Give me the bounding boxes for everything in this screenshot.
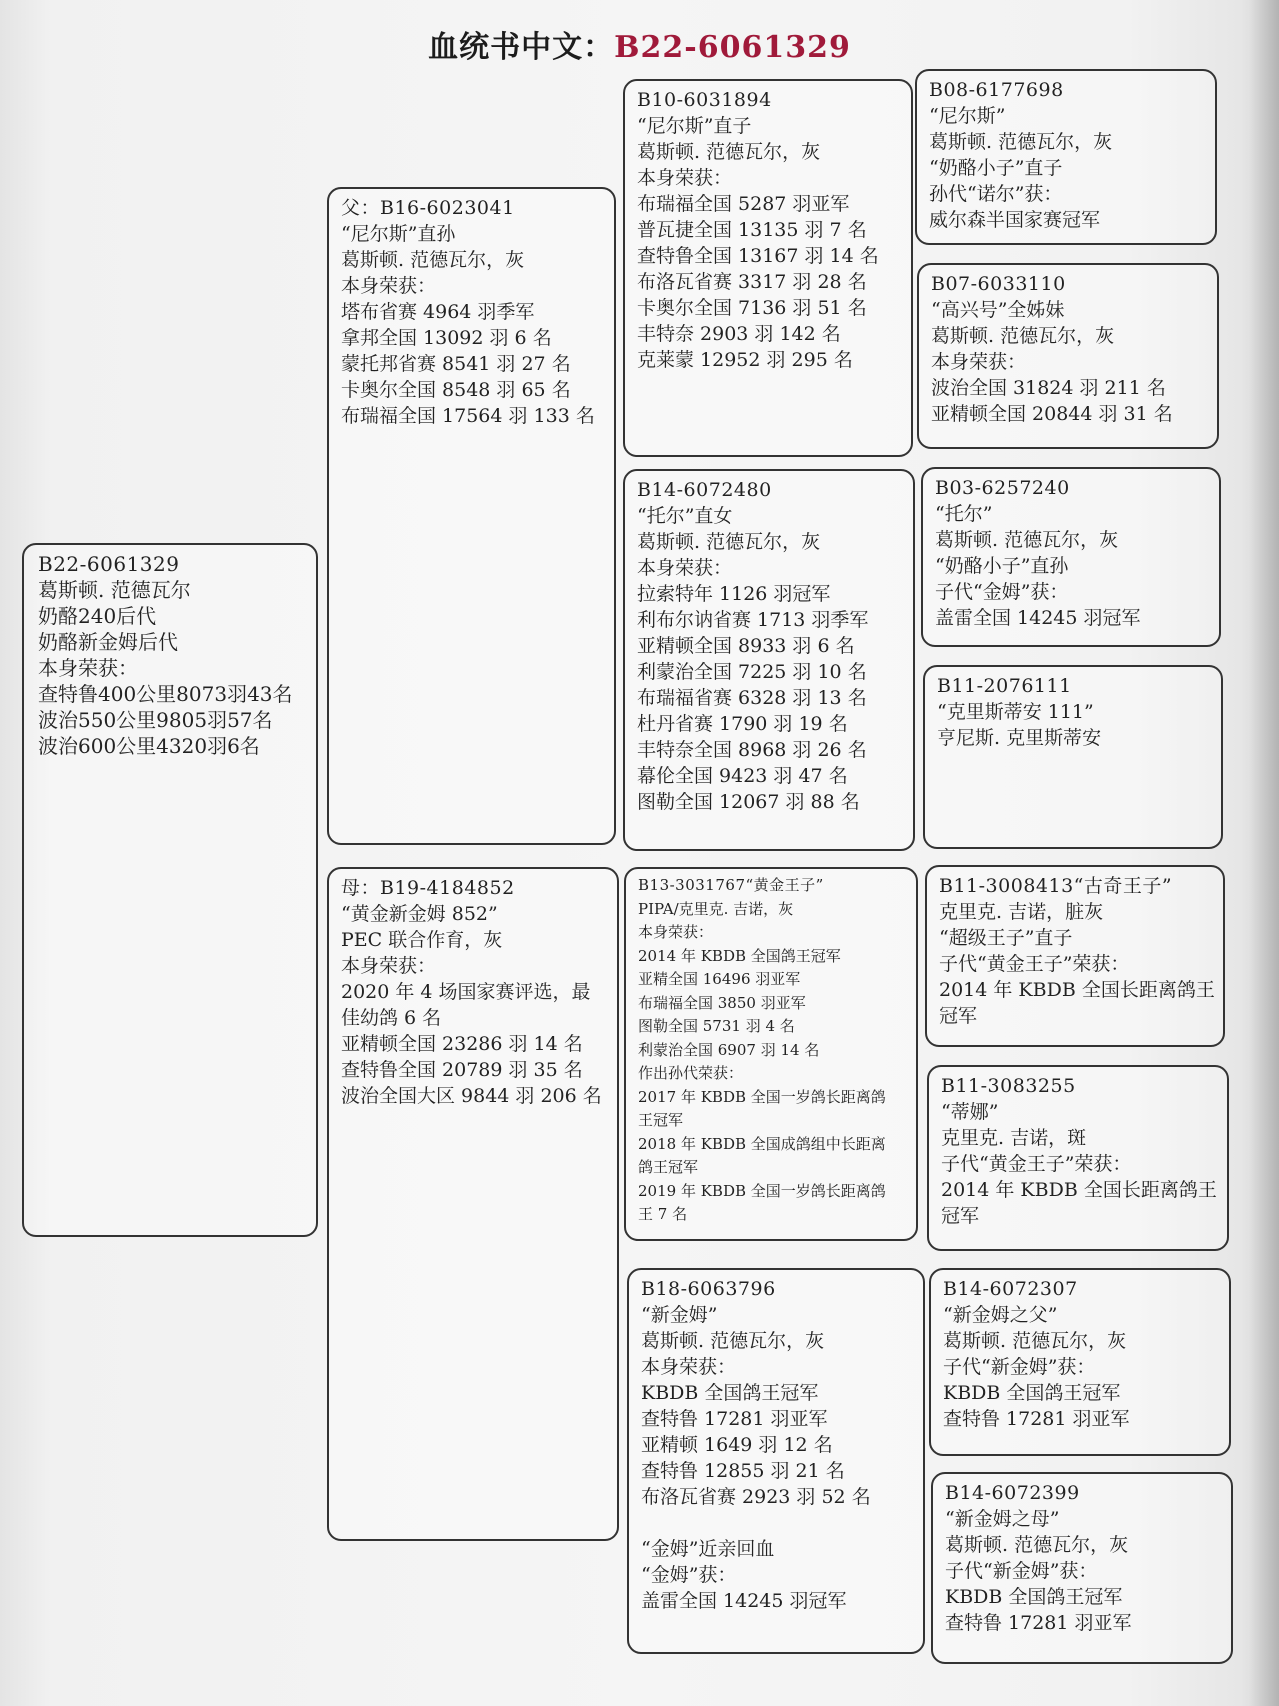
card-line: 2018 年 KBDB 全国成鸽组中长距离 bbox=[638, 1134, 886, 1153]
card-line: 布洛瓦省赛 3317 羽 28 名 bbox=[637, 271, 867, 293]
card-line: 2014 年 KBDB 全国鸽王冠军 bbox=[638, 946, 841, 965]
card-line: 葛斯顿. 范德瓦尔 bbox=[38, 578, 191, 602]
card-line: 杜丹省赛 1790 羽 19 名 bbox=[637, 713, 848, 735]
card-line: 拿邦全国 13092 羽 6 名 bbox=[341, 327, 552, 349]
dam-sire-card bbox=[624, 867, 918, 1241]
card-line: 本身荣获： bbox=[341, 955, 437, 977]
card-line: 子代“金姆”获： bbox=[935, 581, 1069, 603]
card-line: KBDB 全国鸽王冠军 bbox=[945, 1586, 1123, 1608]
card-line: 威尔森半国家赛冠军 bbox=[929, 209, 1101, 231]
card-line: 查特鲁全国 13167 羽 14 名 bbox=[637, 245, 879, 267]
ring-number: B13-3031767“黄金王子” bbox=[638, 876, 824, 894]
card-line: 奶酪新金姆后代 bbox=[38, 630, 178, 654]
card-line: KBDB 全国鸽王冠军 bbox=[641, 1382, 819, 1404]
card-line: 图勒全国 12067 羽 88 名 bbox=[637, 791, 860, 813]
card-line: 蒙托邦省赛 8541 羽 27 名 bbox=[341, 353, 571, 375]
card-line: 丰特奈 2903 羽 142 名 bbox=[637, 323, 841, 345]
card-line: 波治全国大区 9844 羽 206 名 bbox=[341, 1085, 602, 1107]
card-line: PEC 联合作育，灰 bbox=[341, 929, 503, 951]
sire-sire-card bbox=[623, 79, 913, 457]
card-line: 布瑞福全国 3850 羽亚军 bbox=[638, 993, 806, 1012]
ring-number: B18-6063796 bbox=[641, 1278, 776, 1300]
card-line: 卡奥尔全国 7136 羽 51 名 bbox=[637, 297, 867, 319]
card-line: 佳幼鸽 6 名 bbox=[341, 1007, 442, 1029]
card-line: 王 7 名 bbox=[638, 1205, 688, 1223]
card-line: 2014 年 KBDB 全国长距离鸽王 bbox=[941, 1179, 1217, 1201]
card-line: “托尔” bbox=[935, 503, 993, 525]
card-line: “金姆”近亲回血 bbox=[641, 1538, 775, 1560]
card-line: 子代“黄金王子”荣获： bbox=[939, 953, 1130, 975]
card-line: “新金姆之母” bbox=[945, 1508, 1060, 1530]
card-line: 本身荣获： bbox=[637, 557, 733, 579]
card-line: 盖雷全国 14245 羽冠军 bbox=[935, 607, 1141, 629]
page-title bbox=[0, 22, 1279, 66]
card-line: 本身荣获： bbox=[641, 1356, 737, 1378]
card-line: 查特鲁 17281 羽亚军 bbox=[943, 1408, 1130, 1430]
great-grandparent-card-2 bbox=[917, 263, 1219, 449]
card-line: 塔布省赛 4964 羽季军 bbox=[341, 301, 535, 323]
card-line: 本身荣获： bbox=[931, 351, 1027, 373]
card-line: 利蒙治全国 7225 羽 10 名 bbox=[637, 661, 867, 683]
card-line: 亚精顿全国 23286 羽 14 名 bbox=[341, 1033, 583, 1055]
card-line: 本身荣获： bbox=[38, 656, 138, 680]
card-line: “超级王子”直子 bbox=[939, 927, 1073, 949]
card-line: 本身荣获： bbox=[638, 923, 714, 941]
card-line: 利蒙治全国 6907 羽 14 名 bbox=[638, 1040, 820, 1059]
card-line: 克莱蒙 12952 羽 295 名 bbox=[637, 349, 853, 371]
card-line: 克里克. 吉诺，斑 bbox=[941, 1127, 1087, 1149]
great-grandparent-card-5 bbox=[925, 865, 1225, 1047]
card-line: 查特鲁 17281 羽亚军 bbox=[641, 1408, 828, 1430]
card-line: 亚精顿全国 8933 羽 6 名 bbox=[637, 635, 855, 657]
ring-number: B14-6072307 bbox=[943, 1278, 1078, 1300]
ring-number: 母：B19-4184852 bbox=[341, 877, 515, 899]
card-line: 王冠军 bbox=[638, 1111, 684, 1129]
great-grandparent-card-4 bbox=[923, 665, 1223, 849]
card-line: “克里斯蒂安 111” bbox=[937, 701, 1094, 723]
card-line: 查特鲁400公里8073羽43名 bbox=[38, 682, 293, 706]
card-line: 查特鲁全国 20789 羽 35 名 bbox=[341, 1059, 583, 1081]
dam-dam-card bbox=[627, 1268, 925, 1654]
card-line bbox=[641, 1510, 913, 1536]
card-line: 克里克. 吉诺，脏灰 bbox=[939, 901, 1104, 923]
card-line: 2019 年 KBDB 全国一岁鸽长距离鸽 bbox=[638, 1181, 886, 1200]
ring-number: 父：B16-6023041 bbox=[341, 197, 515, 219]
sleeve-edge bbox=[1249, 0, 1279, 1706]
card-line: “黄金新金姆 852” bbox=[341, 903, 498, 925]
card-line: “新金姆” bbox=[641, 1304, 718, 1326]
card-line: “尼尔斯”直孙 bbox=[341, 223, 456, 245]
card-line: 布洛瓦省赛 2923 羽 52 名 bbox=[641, 1486, 871, 1508]
card-line: “高兴号”全姊妹 bbox=[931, 299, 1065, 321]
ring-number: B14-6072399 bbox=[945, 1482, 1080, 1504]
card-line: 奶酪240后代 bbox=[38, 604, 157, 628]
card-line: 卡奥尔全国 8548 羽 65 名 bbox=[341, 379, 571, 401]
ring-number: B07-6033110 bbox=[931, 273, 1066, 295]
card-line: 盖雷全国 14245 羽冠军 bbox=[641, 1590, 847, 1612]
ring-number: B03-6257240 bbox=[935, 477, 1070, 499]
card-line: “蒂娜” bbox=[941, 1101, 999, 1123]
ring-number: B08-6177698 bbox=[929, 79, 1064, 101]
card-line: 查特鲁 17281 羽亚军 bbox=[945, 1612, 1132, 1634]
card-line: 鸽王冠军 bbox=[638, 1158, 699, 1176]
card-line: 2017 年 KBDB 全国一岁鸽长距离鸽 bbox=[638, 1087, 886, 1106]
card-line: 利布尔讷省赛 1713 羽季军 bbox=[637, 609, 869, 631]
title-ring-number: B22-6061329 bbox=[614, 30, 851, 65]
ring-number: B11-2076111 bbox=[937, 675, 1072, 697]
great-grandparent-card-3 bbox=[921, 467, 1221, 647]
card-line: 查特鲁 12855 羽 21 名 bbox=[641, 1460, 845, 1482]
great-grandparent-card-6 bbox=[927, 1065, 1229, 1251]
ring-number: B11-3008413“古奇王子” bbox=[939, 875, 1173, 897]
card-line: “金姆”获： bbox=[641, 1564, 737, 1586]
sire-card bbox=[327, 187, 616, 845]
card-line: 冠军 bbox=[941, 1205, 980, 1227]
card-line: “尼尔斯” bbox=[929, 105, 1006, 127]
card-line: 葛斯顿. 范德瓦尔，灰 bbox=[929, 131, 1113, 153]
card-line: 葛斯顿. 范德瓦尔，灰 bbox=[341, 249, 525, 271]
great-grandparent-card-8 bbox=[931, 1472, 1233, 1664]
card-line: 丰特奈全国 8968 羽 26 名 bbox=[637, 739, 867, 761]
ring-number: B10-6031894 bbox=[637, 89, 772, 111]
card-line: 图勒全国 5731 羽 4 名 bbox=[638, 1017, 795, 1035]
sire-dam-card bbox=[623, 469, 915, 851]
card-line: 本身荣获： bbox=[341, 275, 437, 297]
card-line: 葛斯顿. 范德瓦尔，灰 bbox=[935, 529, 1119, 551]
card-line: 葛斯顿. 范德瓦尔，灰 bbox=[637, 141, 821, 163]
card-line: 2020 年 4 场国家赛评选，最 bbox=[341, 981, 591, 1003]
card-line: “新金姆之父” bbox=[943, 1304, 1058, 1326]
card-line: 亨尼斯. 克里斯蒂安 bbox=[937, 727, 1102, 749]
card-line: 波治600公里4320羽6名 bbox=[38, 734, 260, 758]
card-line: “托尔”直女 bbox=[637, 505, 733, 527]
title-label: 血统书中文： bbox=[428, 30, 615, 65]
card-line: “尼尔斯”直子 bbox=[637, 115, 752, 137]
card-line: 本身荣获： bbox=[637, 167, 733, 189]
card-line: 亚精全国 16496 羽亚军 bbox=[638, 970, 801, 988]
dam-card bbox=[327, 867, 619, 1541]
card-line: 冠军 bbox=[939, 1005, 978, 1027]
card-line: 亚精顿全国 20844 羽 31 名 bbox=[931, 403, 1173, 425]
card-line: “奶酪小子”直孙 bbox=[935, 555, 1069, 577]
card-line: 子代“新金姆”获： bbox=[943, 1356, 1096, 1378]
card-line: “奶酪小子”直子 bbox=[929, 157, 1063, 179]
ring-number: B14-6072480 bbox=[637, 479, 772, 501]
card-line: 亚精顿 1649 羽 12 名 bbox=[641, 1434, 833, 1456]
ring-number: B22-6061329 bbox=[38, 552, 180, 576]
card-line: 葛斯顿. 范德瓦尔，灰 bbox=[637, 531, 821, 553]
card-line: 葛斯顿. 范德瓦尔，灰 bbox=[931, 325, 1115, 347]
card-line: 葛斯顿. 范德瓦尔，灰 bbox=[641, 1330, 825, 1352]
card-line: 孙代“诺尔”获： bbox=[929, 183, 1063, 205]
card-line: 波治550公里9805羽57名 bbox=[38, 708, 273, 732]
subject-card bbox=[22, 543, 318, 1237]
card-line: PIPA/克里克. 吉诺，灰 bbox=[638, 899, 794, 918]
card-line: 2014 年 KBDB 全国长距离鸽王 bbox=[939, 979, 1215, 1001]
card-line: 葛斯顿. 范德瓦尔，灰 bbox=[945, 1534, 1129, 1556]
card-line: 作出孙代荣获： bbox=[638, 1064, 744, 1082]
ring-number: B11-3083255 bbox=[941, 1075, 1076, 1097]
card-line: 普瓦捷全国 13135 羽 7 名 bbox=[637, 219, 867, 241]
great-grandparent-card-1 bbox=[915, 69, 1217, 245]
great-grandparent-card-7 bbox=[929, 1268, 1231, 1456]
card-line: 波治全国 31824 羽 211 名 bbox=[931, 377, 1166, 399]
card-line: KBDB 全国鸽王冠军 bbox=[943, 1382, 1121, 1404]
card-line: 葛斯顿. 范德瓦尔，灰 bbox=[943, 1330, 1127, 1352]
card-line: 布瑞福省赛 6328 羽 13 名 bbox=[637, 687, 867, 709]
card-line: 布瑞福全国 17564 羽 133 名 bbox=[341, 405, 595, 427]
card-line: 拉索特年 1126 羽冠军 bbox=[637, 583, 831, 605]
card-line: 幕伦全国 9423 羽 47 名 bbox=[637, 765, 848, 787]
card-line: 布瑞福全国 5287 羽亚军 bbox=[637, 193, 850, 215]
card-line: 子代“黄金王子”荣获： bbox=[941, 1153, 1132, 1175]
card-line: 子代“新金姆”获： bbox=[945, 1560, 1098, 1582]
